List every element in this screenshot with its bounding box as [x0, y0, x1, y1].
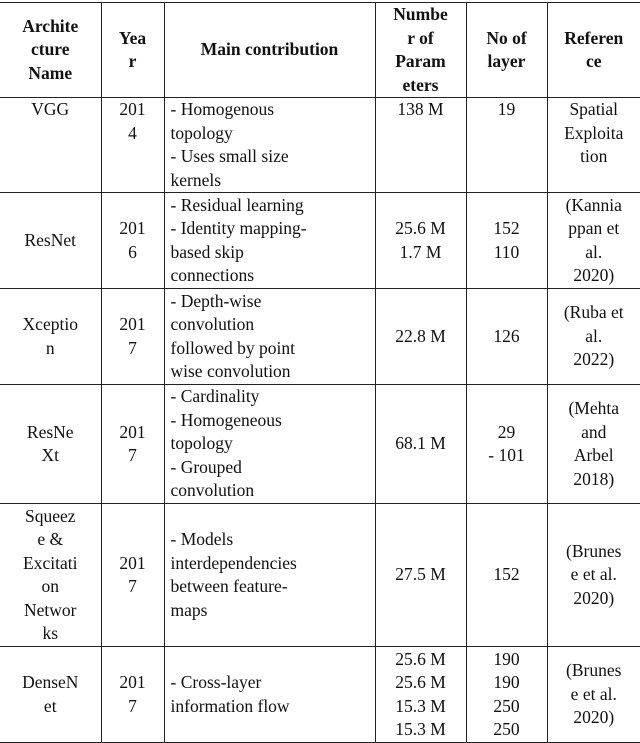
cell-line: 250: [493, 695, 520, 716]
cell-name: [0, 504, 101, 647]
cell-params: [375, 289, 466, 385]
cell-line: n: [45, 337, 55, 358]
cell-line: 25.6 M: [395, 672, 446, 692]
cell-line: al.: [585, 241, 603, 262]
cell-line: No of: [486, 27, 527, 48]
cell-line: connections: [170, 265, 255, 285]
header-no-of-layer: [466, 3, 547, 98]
cell-line: 2018): [573, 468, 615, 489]
cell-line: 2020): [573, 587, 615, 608]
cell-line: 110: [493, 241, 520, 262]
cell-year: [101, 385, 164, 504]
cell-line: convolution: [170, 480, 255, 501]
cell-layers: [466, 385, 547, 504]
cell-line: VGG: [31, 99, 70, 119]
cell-line: topology: [170, 433, 233, 454]
cell-line: Referen: [564, 27, 624, 48]
cell-name: [0, 647, 101, 743]
cell-line: ResNet: [24, 229, 77, 250]
cell-line: 190: [493, 672, 520, 692]
cell-line: Networ: [24, 599, 77, 620]
cell-line: eters: [402, 74, 439, 95]
cell-line: 68.1 M: [395, 433, 446, 454]
cell-year: [101, 504, 164, 647]
cell-name: [0, 289, 101, 385]
cell-layers: [466, 98, 547, 193]
cell-year: [101, 193, 164, 289]
cell-params: [375, 504, 466, 647]
header-main-contribution: [164, 3, 375, 98]
header-number-of-parameters: [375, 3, 466, 98]
cell-line: on: [41, 576, 59, 596]
cell-line: et: [43, 695, 57, 716]
cell-line: tion: [580, 146, 608, 166]
cell-line: al.: [585, 325, 603, 346]
cell-line: cture: [30, 39, 70, 60]
cell-line: - 101: [488, 445, 525, 465]
cell-line: - Cardinality: [170, 386, 260, 407]
cell-line: 1.7 M: [399, 241, 442, 262]
cell-reference: [547, 504, 640, 647]
cell-line: - Cross-layer: [170, 672, 262, 692]
cell-line: 201: [119, 421, 146, 442]
cell-line: (Ruba et: [563, 302, 624, 323]
cell-line: Spatial: [569, 99, 619, 119]
cell-line: r of: [407, 27, 434, 48]
table-row-squeeze-excitation: [0, 504, 640, 647]
cell-line: (Mehta: [568, 398, 620, 418]
cell-year: [101, 647, 164, 743]
cell-line: - Residual learning: [170, 194, 304, 215]
cell-line: 15.3 M: [395, 695, 446, 716]
cell-line: 6: [128, 241, 137, 262]
cell-line: 2020): [573, 707, 615, 728]
cell-line: ResNe: [26, 421, 74, 442]
cell-line: 2022): [573, 349, 615, 370]
cell-contribution: [164, 385, 375, 504]
cell-name: [0, 193, 101, 289]
cell-line: wise convolution: [170, 361, 291, 381]
cell-line: - Uses small size: [170, 146, 289, 166]
cell-line: convolution: [170, 314, 255, 334]
header-architecture-name: [0, 3, 101, 98]
header-row: [0, 3, 640, 98]
cell-line: 201: [119, 314, 146, 334]
cell-line: e et al.: [570, 683, 617, 704]
cell-line: e &: [37, 529, 64, 549]
header-reference: [547, 3, 640, 98]
cell-line: maps: [170, 599, 208, 620]
cell-line: 7: [128, 576, 137, 596]
cell-line: and: [581, 421, 607, 442]
cell-contribution: [164, 504, 375, 647]
cell-line: 27.5 M: [395, 564, 446, 585]
cell-line: based skip: [170, 241, 244, 262]
table-row-resnext: [0, 385, 640, 504]
cell-line: - Depth-wise: [170, 290, 262, 311]
cell-contribution: [164, 289, 375, 385]
cell-line: DenseN: [22, 672, 79, 692]
cell-line: - Identity mapping-: [170, 218, 307, 238]
cell-line: 201: [119, 672, 146, 692]
architecture-comparison-table: [0, 2, 640, 743]
cell-line: 7: [128, 337, 137, 358]
cell-line: e et al.: [570, 564, 617, 585]
cell-line: interdependencies: [170, 552, 297, 573]
cell-line: 22.8 M: [395, 325, 446, 346]
cell-line: 126: [493, 325, 520, 346]
table-row-densenet: [0, 647, 640, 743]
cell-line: Excitati: [23, 552, 78, 573]
cell-line: Xt: [41, 445, 59, 465]
cell-line: Arbel: [573, 445, 614, 465]
cell-layers: [466, 193, 547, 289]
cell-line: - Homogenous: [170, 99, 275, 119]
cell-contribution: [164, 647, 375, 743]
cell-year: [101, 289, 164, 385]
cell-params: [375, 647, 466, 743]
cell-line: 25.6 M: [395, 648, 446, 669]
cell-line: ks: [42, 623, 59, 643]
cell-reference: [547, 98, 640, 193]
cell-line: Archite: [22, 15, 79, 36]
cell-line: ce: [585, 51, 602, 71]
cell-line: 4: [128, 122, 137, 143]
cell-line: - Grouped: [170, 456, 242, 477]
cell-line: r: [128, 51, 137, 71]
cell-line: - Models: [170, 529, 234, 549]
cell-line: Squeez: [24, 505, 76, 526]
cell-layers: [466, 504, 547, 647]
cell-layers: [466, 647, 547, 743]
cell-line: 25.6 M: [395, 218, 446, 238]
cell-line: 201: [119, 218, 146, 238]
cell-contribution: [164, 98, 375, 193]
cell-line: between feature-: [170, 576, 288, 596]
cell-line: (Brunes: [566, 660, 622, 681]
cell-reference: [547, 647, 640, 743]
cell-line: (Kannia: [565, 194, 622, 215]
table-row-vgg: [0, 98, 640, 193]
cell-params: [375, 193, 466, 289]
cell-line: 19: [497, 99, 516, 119]
cell-line: followed by point: [170, 337, 295, 358]
cell-line: 152: [493, 218, 520, 238]
cell-line: 201: [119, 552, 146, 573]
cell-line: 190: [493, 648, 520, 669]
cell-params: [375, 385, 466, 504]
cell-line: 2020): [573, 265, 615, 285]
cell-line: (Brunes: [566, 540, 622, 561]
cell-line: 15.3 M: [395, 719, 446, 739]
cell-line: 7: [128, 445, 137, 465]
cell-year: [101, 98, 164, 193]
cell-contribution: [164, 193, 375, 289]
cell-name: [0, 98, 101, 193]
cell-line: Main contribution: [200, 39, 339, 60]
cell-line: 138 M: [397, 99, 444, 119]
cell-line: Xceptio: [22, 314, 78, 334]
cell-line: information flow: [170, 695, 290, 716]
cell-line: 7: [128, 695, 137, 716]
cell-line: 201: [119, 99, 146, 119]
cell-line: 152: [493, 564, 520, 585]
table-row-xception: [0, 289, 640, 385]
cell-layers: [466, 289, 547, 385]
cell-line: Name: [28, 62, 73, 83]
cell-params: [375, 98, 466, 193]
cell-line: layer: [487, 51, 526, 71]
cell-line: Yea: [118, 27, 147, 48]
cell-line: 250: [493, 719, 520, 739]
cell-line: Exploita: [564, 122, 624, 143]
cell-line: ppan et: [568, 218, 620, 238]
header-year: [101, 3, 164, 98]
cell-name: [0, 385, 101, 504]
cell-reference: [547, 289, 640, 385]
cell-reference: [547, 385, 640, 504]
cell-line: topology: [170, 122, 233, 143]
cell-reference: [547, 193, 640, 289]
cell-line: Numbe: [393, 4, 448, 24]
table-row-resnet: [0, 193, 640, 289]
cell-line: kernels: [170, 169, 222, 190]
cell-line: Param: [395, 51, 446, 71]
cell-line: 29: [497, 421, 516, 442]
cell-line: - Homogeneous: [170, 409, 282, 430]
